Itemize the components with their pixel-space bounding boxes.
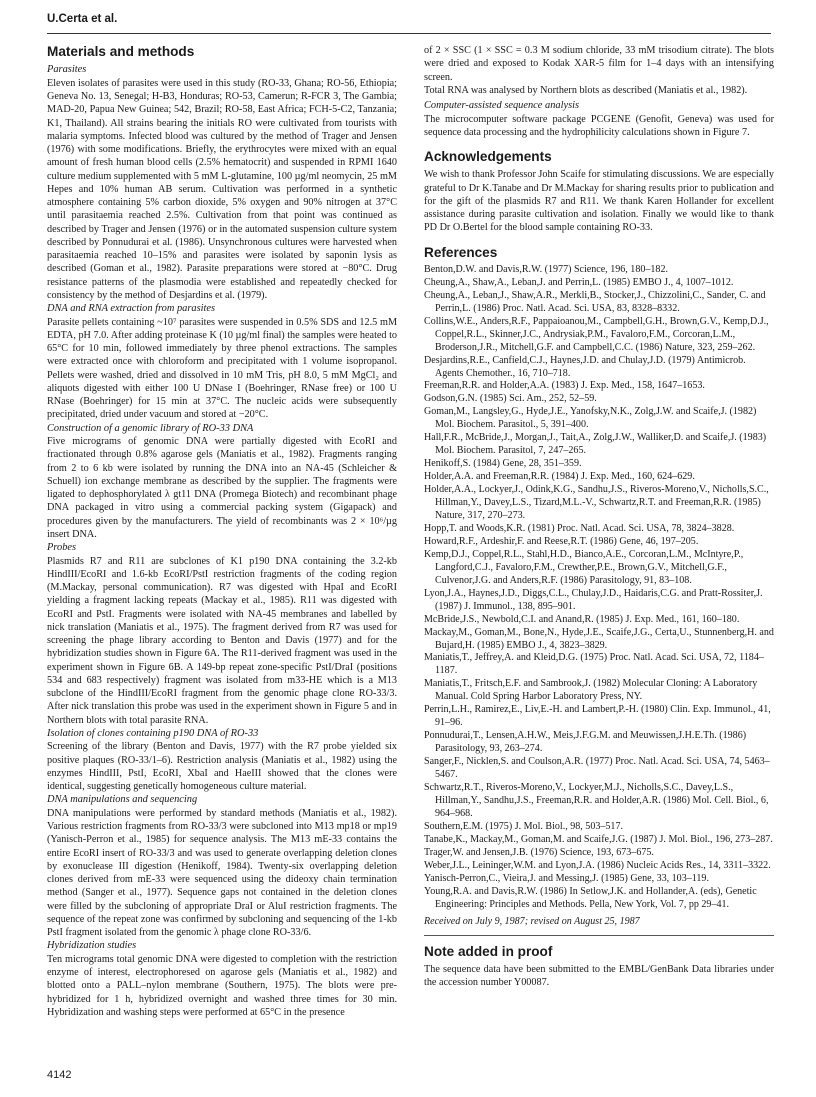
subsection-hybridization (47, 939, 397, 1019)
subsection-text: Five micrograms of genomic DNA were partially digested with EcoRI and fractionated through 0.8% agarose gels (Maniatis et al., 1982). Fragments ranging from 2 to 6 kb were isolated by running the DNA into an NA-45 (Schleicher & Schuell) ion exchange membrane as described by the supplier. The fragments were ligated to dephosphorylated λ gt11 DNA (Promega Biotech) and recombinant phage DNA packaged in vitro using a commercial packing system (Gigapack) and procedures given by the manufacturers. The yield of recombinants was 2 × 10⁶/µg insert DNA. (47, 436, 397, 540)
reference-item: Hall,F.R., McBride,J., Morgan,J., Tait,A., Zolg,J.W., Walliker,D. and Scaife,J. (1983) Mol. Biochem. Parasitol, 7, 247–265. (424, 432, 767, 457)
reference-item: Holder,A.A. and Freeman,R.R. (1984) J. Exp. Med., 160, 624–629. (424, 471, 695, 483)
reference-item: Holder,A.A., Lockyer,J., Odink,K.G., Sandhu,J.S., Riveros-Moreno,V., Nicholls,S.C., Hillman,Y., Davey,L.S., Tizard,M.L.-V., Schwartz,R.T. and Freeman,R.R. (1985) Nature, 317, 270–273. (424, 484, 769, 521)
running-head: U.Certa et al. (47, 13, 118, 25)
hybridization-continued-text: of 2 × SSC (1 × SSC = 0.3 M sodium chloride, 33 mM trisodium citrate). The blots were dried and exposed to Kodak XAR-5 film for 1–4 days with an intensifying screen. (424, 45, 774, 83)
note-divider (424, 935, 774, 936)
subsection-text: DNA manipulations were performed by standard methods (Maniatis et al., 1982). Various restriction fragments from RO-33/3 were subcloned into M13 mp18 or mp19 (Yanisch-Perron et al., 1985) for sequence analysis. The M13 mE-33 contains the entire EcoRI insert of RO-33/3 and was used to generate overlapping deletion clones by exonuclease III digestion (Henikoff, 1984). Twenty-six overlapping deletion clones derived from mE-33 were sequenced using the dideoxy chain termination method (Sanger et al., 1977). Sequence gaps not contained in the deletion clones were filled by the subcloning of appropriate DraI or AluI restriction fragments. The sequence of the repeat zone was confirmed by subcloning and sequencing of the 1-kb PstI fragment isolated from the genomic λ phage clone RO-33/6. (47, 807, 397, 939)
subsection-text: Ten micrograms total genomic DNA were digested to completion with the restriction enzyme of interest, electrophoresed on agarose gels (Maniatis et al., 1982) and blotted onto a PALL–nylon membrane (Southern, 1975). The blots were pre-hybridized for 1 h, hybridized overnight and washed three times for 30 min. Hybridization and washing steps were performed at 65°C in the presence (47, 953, 397, 1018)
subsection-probes (47, 541, 397, 727)
subsection-library (47, 422, 397, 542)
reference-item: Sanger,F., Nicklen,S. and Coulson,A.R. (1977) Proc. Natl. Acad. Sci. USA, 74, 5463–5467. (424, 756, 770, 781)
subsection-sequencing (47, 793, 397, 939)
reference-item: Benton,D.W. and Davis,R.W. (1977) Science, 196, 180–182. (424, 263, 668, 275)
reference-item: Schwartz,R.T., Riveros-Moreno,V., Lockyer,M.J., Nicholls,S.C., Davey,L.S., Hillman,Y., Sandhu,J.S., Freeman,R.R. and Holder,A.R. (1986) Mol. Cell. Biol., 6, 964–968. (424, 782, 769, 819)
header-rule (47, 33, 771, 34)
reference-item: Freeman,R.R. and Holder,A.A. (1983) J. Exp. Med., 158, 1647–1653. (424, 380, 705, 392)
reference-item: Collins,W.E., Anders,R.F., Pappaioanou,M., Campbell,G.H., Brown,G.V., Kemp,D.J., Coppel,R.L., Skinner,J.C., Andrysiak,P.M., Favaloro,F.M., Corcoran,L.M., Broderson,J.R., Mitchell,G.F. and Campbell,C.C. (1986) Nature, 323, 259–262. (424, 315, 769, 353)
acknowledgements-text: We wish to thank Professor John Scaife for stimulating discussions. We are especially grateful to Dr K.Tanabe and Dr M.Mackay for sharing results prior to publication and for the gift of the plasmids R7 and R11. We thank Karen Hollander for excellent assistance during parasite cultivation and isolation. Finally we would like to thank PD Dr O.Bertel for the blood sample containing RO-33. (424, 169, 774, 234)
subsection-heading: Parasites (47, 64, 87, 76)
subsection-text: Plasmids R7 and R11 are subclones of K1 p190 DNA containing the 3.2-kb HindIII/EcoRI and 1.6-kb EcoRI/PstI restriction fragments of the coding region (M.Mackay, personal communication). R7 was digested with HpaI and EcoRI yielding a fragment lacking repeats (Mackay et al., 1985). R11 was digested with EcoRI and PstI. Fragments were isolated with NA-45 membranes and labelled by nick translation (Maniatis et al., 1975). The fragment derived from R7 was used for screening the phage library according to Benton and Davis (1977) and for the hybridization studies shown in Figure 6A. The R11-derived fragment was used in the experiment shown in Figure 6B. A 149-bp repeat zone-specific PstI/DraI (positions 534 and 683 respectively) fragment was isolated from m33-HE which is a M13 subclone of the HindIII/EcoRI fragment from the genomic phage clone RO-33/3. After nick translation this probe was used in the experiment shown in Figure 5 and in Northern blots with total parasite RNA. (47, 555, 397, 726)
subsection-text: Eleven isolates of parasites were used in this study (RO-33, Ghana; RO-56, Ethiopia; Geneva No. 13, Senegal; H-B3, Honduras; RO-53, Camerun; R-FCR 3, The Gambia; MAD-20, Papua New Guinea; 542, Brazil; RO-58, East Africa; FCH-5-C2, Tanzania; K1, Thailand). All strains bearing the initials RO were cultivated from tourists with malaria symptoms. Infected blood was cultured by the method of Trager and Jensen (1976) with some modifications. Briefly, the erythrocytes were mixed with an equal amount of fresh human blood cells (2.5% hematocrit) and suspended in RPMI 1640 culture medium supplemented with 5 mM L-glutamine, 100 µg/ml neomycin, 25 mM Hepes and 10% human AB serum. Cultivation was performed in a synthetic atmosphere containing 5% carbon dioxide, 5% oxygen and 90% nitrogen at 37°C until parasitaemia reached 2.5%. Cultivation from that point was continued as described by Trager and Jensen (1976) or in the automated suspension culture system described by Ponnudurai et al. (1986). Unsynchronous cultures were harvested when parasitaemia reached 10–15% and parasites were isolated by saponin lysis as described (Goman et al., 1982). Parasite preparations were stored at −80°C. Drug resistance patterns of the plasmodia were established and repeatedly checked for consistency by the method of Desjardins et al. (1979). (47, 77, 397, 301)
reference-item: Howard,R.F., Ardeshir,F. and Reese,R.T. (1986) Gene, 46, 197–205. (424, 535, 699, 547)
note-in-proof-title: Note added in proof (424, 943, 553, 959)
section-title-materials-methods: Materials and methods (47, 44, 195, 59)
northern-blot-text: Total RNA was analysed by Northern blots as described (Maniatis et al., 1982). (424, 84, 748, 96)
references-title: References (424, 244, 498, 260)
reference-item: Southern,E.M. (1975) J. Mol. Biol., 98, 503–517. (424, 820, 623, 832)
subsection-heading: Construction of a genomic library of RO-33 DNA (47, 422, 254, 434)
reference-item: Godson,G.N. (1985) Sci. Am., 252, 52–59. (424, 393, 597, 405)
subsection-text: Screening of the library (Benton and Davis, 1977) with the R7 probe yielded six positive plaques (RO-33/1–6). Restriction analysis (Maniatis et al., 1982) using the enzymes HindIII, PstI, EcoRI, XbaI and HaeIII showed that the clones were identical, suggesting genetically homogeneous culture material. (47, 741, 397, 793)
reference-item: Maniatis,T., Jeffrey,A. and Kleid,D.G. (1975) Proc. Natl. Acad. Sci. USA, 72, 1184–1187. (424, 652, 764, 677)
reference-item: Weber,J.L., Leininger,W.M. and Lyon,J.A. (1986) Nucleic Acids Res., 14, 3311–3322. (424, 859, 771, 871)
reference-item: Cheung,A., Leban,J., Shaw,A.R., Merkli,B., Stocker,J., Chizzolini,C., Sander, C. and Perrin,L. (1986) Proc. Natl. Acad. Sci. USA, 83, 8328–8332. (424, 289, 766, 314)
reference-item: Tanabe,K., Mackay,M., Goman,M. and Scaife,J.G. (1987) J. Mol. Biol., 196, 273–287. (424, 833, 773, 845)
reference-item: Mackay,M., Goman,M., Bone,N., Hyde,J.E., Scaife,J.G., Certa,U., Stunnenberg,H. and Bujard,H. (1985) EMBO J., 4, 3823–3829. (424, 626, 774, 651)
reference-item: Maniatis,T., Fritsch,E.F. and Sambrook,J. (1982) Molecular Cloning: A Laboratory Manual. Cold Spring Harbor Laboratory Press, NY. (424, 678, 758, 703)
reference-list (424, 264, 774, 912)
subsection-extraction (47, 302, 397, 422)
left-column (47, 44, 397, 1019)
note-in-proof-text: The sequence data have been submitted to the EMBL/GenBank Data libraries under the accession number Y00087. (424, 963, 774, 989)
reference-item: Hopp,T. and Woods,K.R. (1981) Proc. Natl. Acad. Sci. USA, 78, 3824–3828. (424, 522, 735, 534)
reference-item: Desjardins,R.E., Canfield,C.J., Haynes,J.D. and Chulay,J.D. (1979) Antimicrob. Agents Chemother., 16, 710–718. (424, 354, 746, 379)
reference-item: Ponnudurai,T., Lensen,A.H.W., Meis,J.F.G.M. and Meuwissen,J.H.E.Th. (1986) Parasitology, 93, 263–274. (424, 730, 747, 755)
reference-item: McBride,J.S., Newbold,C.I. and Anand,R. (1985) J. Exp. Med., 161, 160–180. (424, 613, 740, 625)
reference-item: Young,R.A. and Davis,R.W. (1986) In Setlow,J.K. and Hollander,A. (eds), Genetic Engineering: Principles and Methods. Pella, New York, Vol. 7, pp 29–41. (424, 885, 757, 910)
subsection-heading: Probes (47, 542, 77, 554)
subsection-heading: Isolation of clones containing p190 DNA of RO-33 (47, 727, 259, 739)
computer-analysis-heading: Computer-assisted sequence analysis (424, 100, 580, 111)
subsection-parasites (47, 63, 397, 302)
subsection-isolation (47, 727, 397, 794)
subsection-heading: Hybridization studies (47, 940, 137, 952)
reference-item: Cheung,A., Shaw,A., Leban,J. and Perrin,L. (1985) EMBO J., 4, 1007–1012. (424, 276, 734, 288)
reference-item: Perrin,L.H., Ramirez,E., Liv,E.-H. and Lambert,P.-H. (1980) Clin. Exp. Immunol., 41, 91–96. (424, 704, 771, 729)
subsection-heading: DNA and RNA extraction from parasites (47, 303, 216, 315)
subsection-text: Parasite pellets containing ~10⁷ parasites were suspended in 0.5% SDS and 12.5 mM EDTA, pH 7.0. After adding proteinase K (10 µg/ml final) the samples were heated to 65°C for 10 min, followed immediately by three phenol extractions. The samples were extracted once with chloroform and precipitated with 1 volume isopropanol. Pellets were washed, dried and dissolved in 10 mM Tris, pH 8.0, 5 mM MgCl₂ and aliquots digested with either 100 U DNase I (Boehringer, RNase free) or 100 U RNase (Boehringer) for 15 min at 37°C. The nucleic acids were subsequently precipitated, dried under vacuum and stored at −20°C. (47, 316, 397, 421)
reference-item: Kemp,D.J., Coppel,R.L., Stahl,H.D., Bianco,A.E., Corcoran,L.M., McIntyre,P., Langford,C.J., Favaloro,F.M., Crewther,P.E., Brown,G.V., Mitchell,G.F., Culvenor,J.G. and Anders,R.F. (1986) Parasitology, 91, 83–108. (424, 548, 744, 586)
reference-item: Henikoff,S. (1984) Gene, 28, 351–359. (424, 458, 582, 470)
page-number: 4142 (47, 1069, 72, 1081)
right-column (424, 44, 774, 989)
received-dates: Received on July 9, 1987; revised on August 25, 1987 (424, 915, 640, 927)
computer-analysis-text: The microcomputer software package PCGENE (Genofit, Geneva) was used for sequence data processing and the hydrophilicity calculations shown in Figure 7. (424, 113, 774, 138)
reference-item: Trager,W. and Jensen,J.B. (1976) Science, 193, 673–675. (424, 846, 654, 858)
acknowledgements-title: Acknowledgements (424, 149, 552, 164)
subsection-heading: DNA manipulations and sequencing (47, 794, 198, 806)
reference-item: Yanisch-Perron,C., Vieira,J. and Messing,J. (1985) Gene, 33, 103–119. (424, 872, 709, 884)
reference-item: Goman,M., Langsley,G., Hyde,J.E., Yanofsky,N.K., Zolg,J.W. and Scaife,J. (1982) Mol. Biochem. Parasitol., 5, 391–400. (424, 406, 757, 431)
reference-item: Lyon,J.A., Haynes,J.D., Diggs,C.L., Chulay,J.D., Haidaris,C.G. and Pratt-Rossiter,J. (1987) J. Immunol., 138, 895–901. (424, 587, 763, 612)
